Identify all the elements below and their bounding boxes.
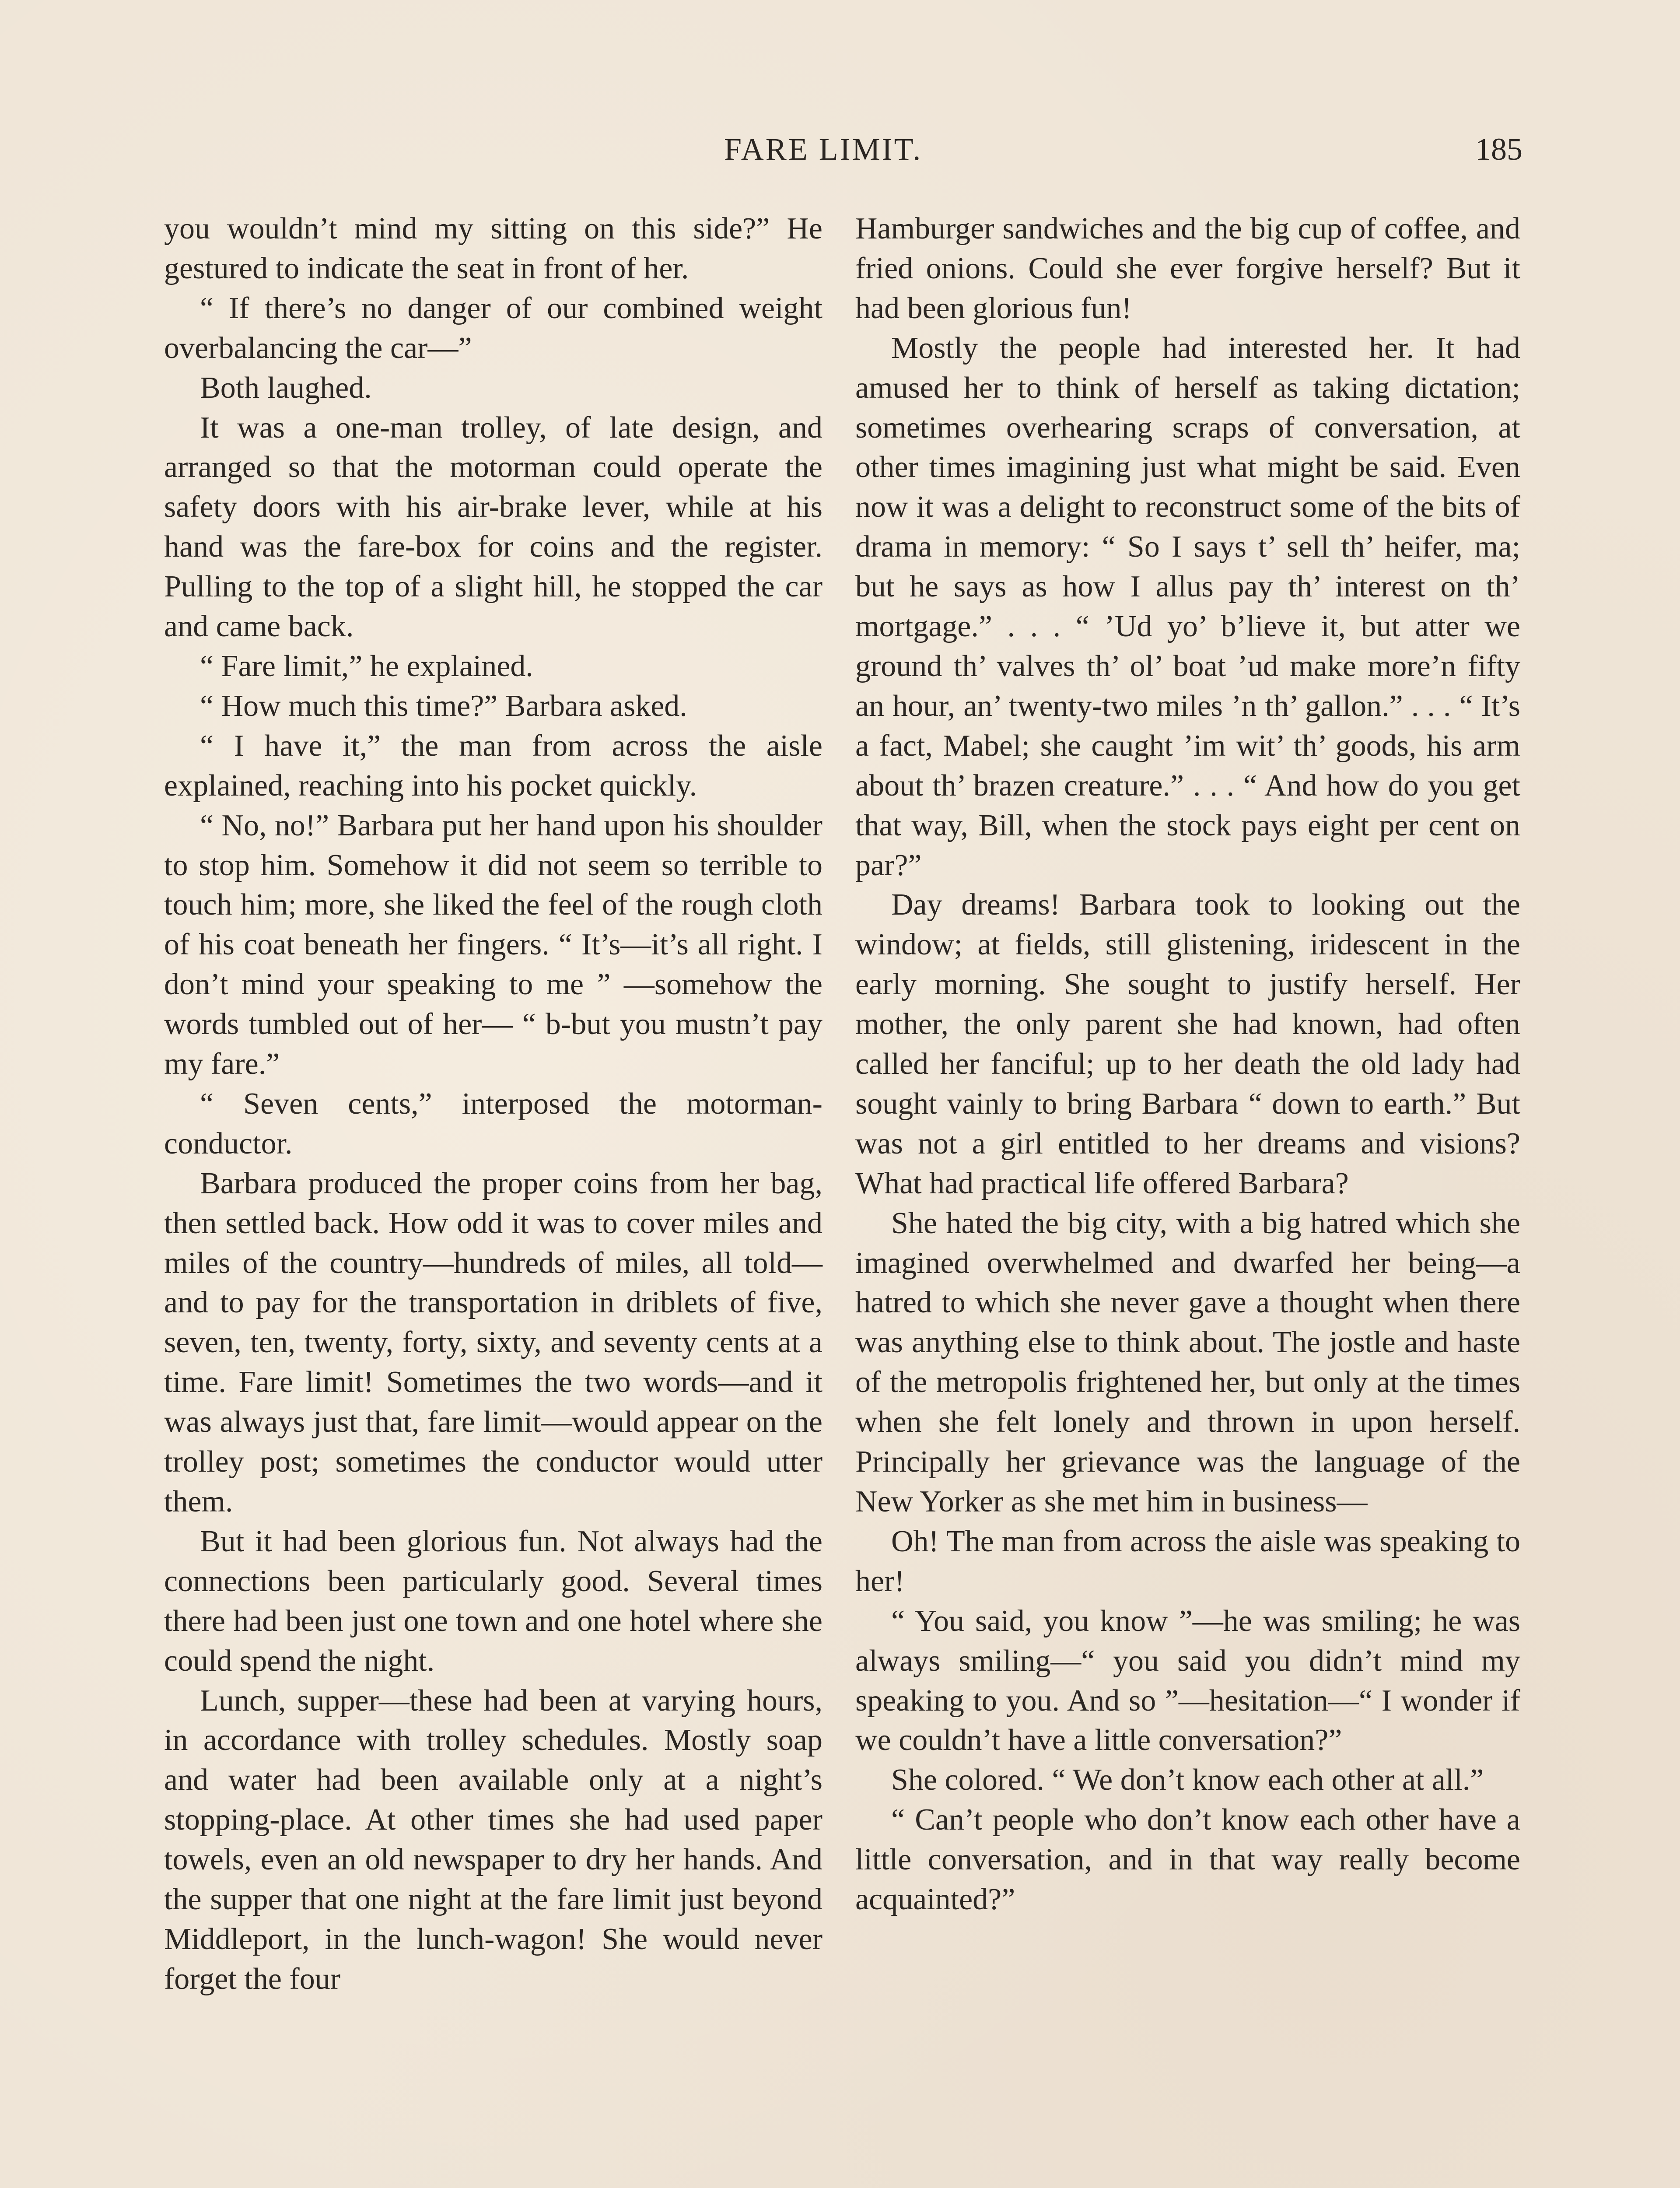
paragraph: “ You said, you know ”—he was smiling; he was always smiling—“ you said you didn’t mind my speaking to you. And so ”—hesitation—“ I wonder if we couldn’t have a little conversation?” [855, 1604, 1520, 1757]
paragraph: Both laughed. [200, 371, 372, 405]
running-title: FARE LIMIT. [724, 132, 923, 167]
paragraph: She hated the big city, with a big hatred which she imagined overwhelmed and dwarfed her being—a hatred to which she never gave a thought when there was anything else to think about. The jostle and haste of the metropolis frightened her, but only at the times when she felt lonely and thrown in upon herself. Principally her grievance was the language of the New Yorker as she met him in business— [855, 1206, 1520, 1518]
right-column [855, 209, 1520, 1920]
paragraph: “ I have it,” the man from across the aisle explained, reaching into his pocket quickly. [164, 729, 822, 803]
page-number: 185 [1475, 132, 1522, 167]
paragraph: Day dreams! Barbara took to looking out the window; at fields, still glistening, iridescent in the early morning. She sought to justify herself. Her mother, the only parent she had known, had often called her fanciful; up to her death the old lady had sought vainly to bring Barbara “ down to earth.” But was not a girl entitled to her dreams and visions? What had practical life offered Barbara? [855, 888, 1520, 1200]
paragraph: you wouldn’t mind my sitting on this side?” He gestured to indicate the seat in front of her. [164, 212, 822, 285]
paragraph: She colored. “ We don’t know each other at all.” [891, 1763, 1484, 1797]
left-column [164, 209, 822, 1999]
paragraph: “ If there’s no danger of our combined weight overbalancing the car—” [164, 291, 822, 365]
paragraph: Hamburger sandwiches and the big cup of coffee, and fried onions. Could she ever forgive herself? But it had been glorious fun! [855, 212, 1520, 325]
paragraph: It was a one-man trolley, of late design, and arranged so that the motorman could operate the safety doors with his air-brake lever, while at his hand was the fare-box for coins and the register. Pulling to the top of a slight hill, he stopped the car and came back. [164, 410, 822, 644]
paragraph: Oh! The man from across the aisle was speaking to her! [855, 1524, 1520, 1598]
paragraph: Lunch, supper—these had been at varying hours, in accordance with trolley schedules. Mostly soap and water had been available only at a night’s stopping-place. At other times she had used paper towels, even an old newspaper to dry her hands. And the supper that one night at the fare limit just beyond Middleport, in the lunch-wagon! She would never forget the four [164, 1683, 822, 1996]
paragraph: Barbara produced the proper coins from her bag, then settled back. How odd it was to cover miles and miles of the country—hundreds of miles, all told—and to pay for the transportation in driblets of five, seven, ten, twenty, forty, sixty, and seventy cents at a time. Fare limit! Sometimes the two words—and it was always just that, fare limit—would appear on the trolley post; sometimes the conductor would utter them. [164, 1166, 822, 1518]
paragraph: “ Can’t people who don’t know each other have a little conversation, and in that way really become acquainted?” [855, 1803, 1520, 1917]
paragraph: “ Fare limit,” he explained. [200, 649, 533, 683]
paragraph: But it had been glorious fun. Not always had the connections been particularly good. Several times there had been just one town and one hotel where she could spend the night. [164, 1524, 822, 1678]
paragraph: “ No, no!” Barbara put her hand upon his shoulder to stop him. Somehow it did not seem so terrible to touch him; more, she liked the feel of the rough cloth of his coat beneath her fingers. “ It’s—it’s all right. I don’t mind your speaking to me ” —somehow the words tumbled out of her— “ b-but you mustn’t pay my fare.” [164, 808, 822, 1081]
paragraph: Mostly the people had interested her. It had amused her to think of herself as taking dictation; sometimes overhearing scraps of conversation, at other times imagining just what might be said. Even now it was a delight to reconstruct some of the bits of drama in memory: “ So I says t’ sell th’ heifer, ma; but he says as how I allus pay th’ interest on th’ mortgage.” . . . “ ’Ud yo’ b’lieve it, but atter we ground th’ valves th’ ol’ boat ’ud make more’n fifty an hour, an’ twenty-two miles ’n th’ gallon.” . . . “ It’s a fact, Mabel; she caught ’im wit’ th’ goods, his arm about th’ brazen creature.” . . . “ And how do you get that way, Bill, when the stock pays eight per cent on par?” [855, 331, 1520, 882]
paragraph: “ How much this time?” Barbara asked. [200, 689, 687, 723]
paragraph: “ Seven cents,” interposed the motorman-conductor. [164, 1087, 822, 1161]
